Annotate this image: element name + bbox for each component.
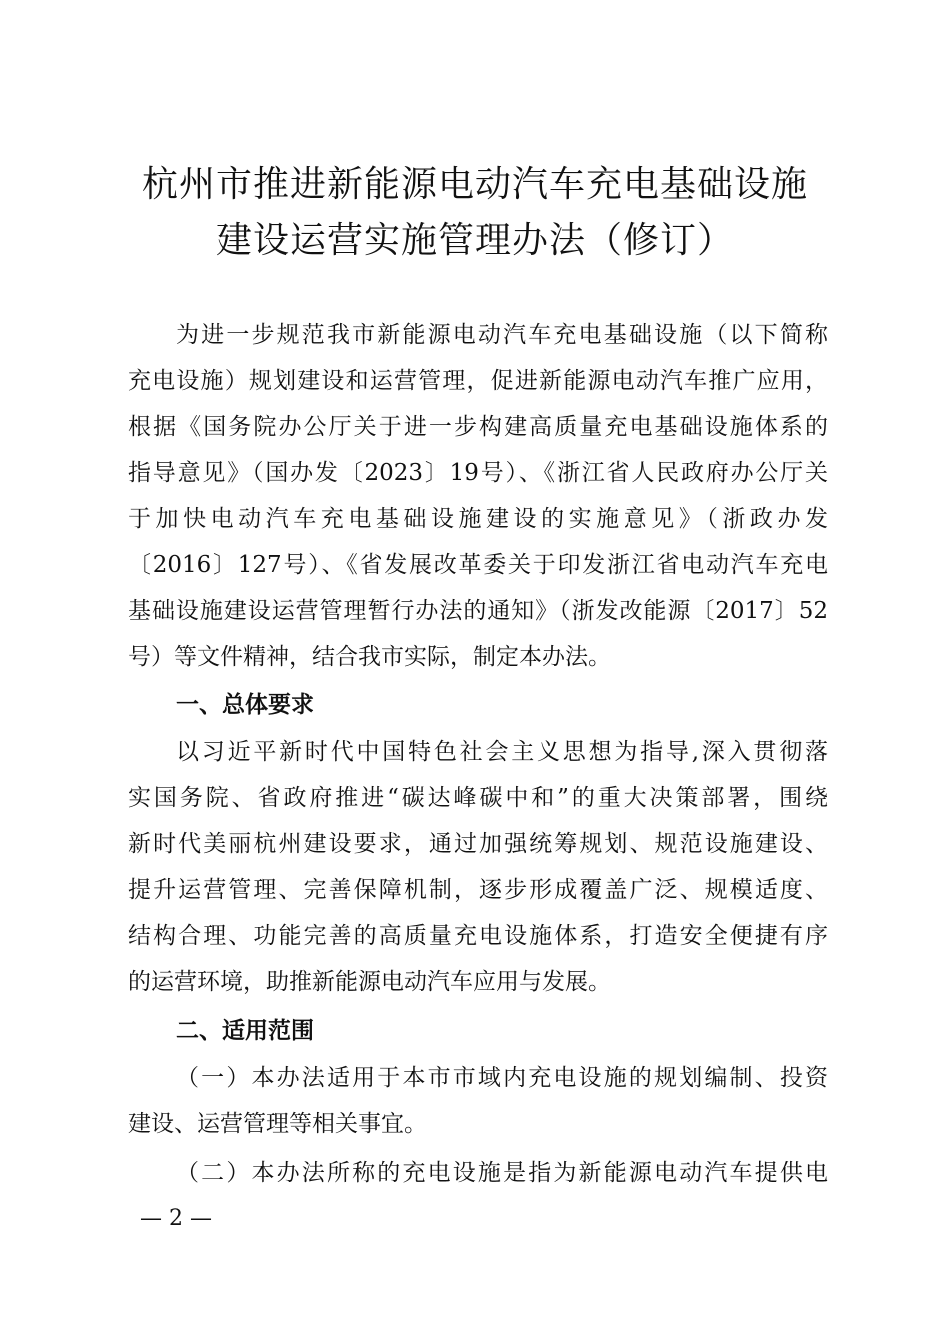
section1-line: 提升运营管理、完善保障机制，逐步形成覆盖广泛、规模适度、	[128, 877, 828, 903]
intro-line: 于加快电动汽车充电基础设施建设的实施意见》（浙政办发	[128, 506, 828, 532]
document-title-line-1: 杭州市推进新能源电动汽车充电基础设施	[141, 164, 808, 205]
section2-item1-line: （一）本办法适用于本市市域内充电设施的规划编制、投资	[176, 1065, 828, 1091]
section-heading-general-requirements: 一、总体要求	[176, 692, 314, 718]
intro-line: 为进一步规范我市新能源电动汽车充电基础设施（以下简称	[176, 322, 828, 348]
section1-line: 实国务院、省政府推进“碳达峰碳中和”的重大决策部署，围绕	[128, 785, 828, 811]
section1-line: 的运营环境，助推新能源电动汽车应用与发展。	[128, 969, 611, 995]
intro-line: 基础设施建设运营管理暂行办法的通知》（浙发改能源〔2017〕52	[128, 598, 828, 624]
document-title-line-2: 建设运营实施管理办法（修订）	[215, 220, 734, 261]
intro-line: 充电设施）规划建设和运营管理，促进新能源电动汽车推广应用，	[128, 368, 828, 394]
intro-line: 〔2016〕127号）、《省发展改革委关于印发浙江省电动汽车充电	[128, 552, 828, 578]
intro-line: 号）等文件精神，结合我市实际，制定本办法。	[128, 644, 611, 670]
intro-line: 根据《国务院办公厅关于进一步构建高质量充电基础设施体系的	[128, 414, 828, 440]
intro-line: 指导意见》（国办发〔2023〕19号）、《浙江省人民政府办公厅关	[128, 460, 828, 486]
page-number: — 2 —	[140, 1206, 212, 1231]
section2-item2-line: （二）本办法所称的充电设施是指为新能源电动汽车提供电	[176, 1160, 828, 1186]
section-heading-scope: 二、适用范围	[176, 1018, 314, 1044]
section2-item1-line: 建设、运营管理等相关事宜。	[128, 1111, 427, 1137]
section1-line: 新时代美丽杭州建设要求，通过加强统筹规划、规范设施建设、	[128, 831, 828, 857]
section1-line: 结构合理、功能完善的高质量充电设施体系，打造安全便捷有序	[128, 923, 828, 949]
section1-line: 以习近平新时代中国特色社会主义思想为指导,深入贯彻落	[176, 739, 828, 765]
